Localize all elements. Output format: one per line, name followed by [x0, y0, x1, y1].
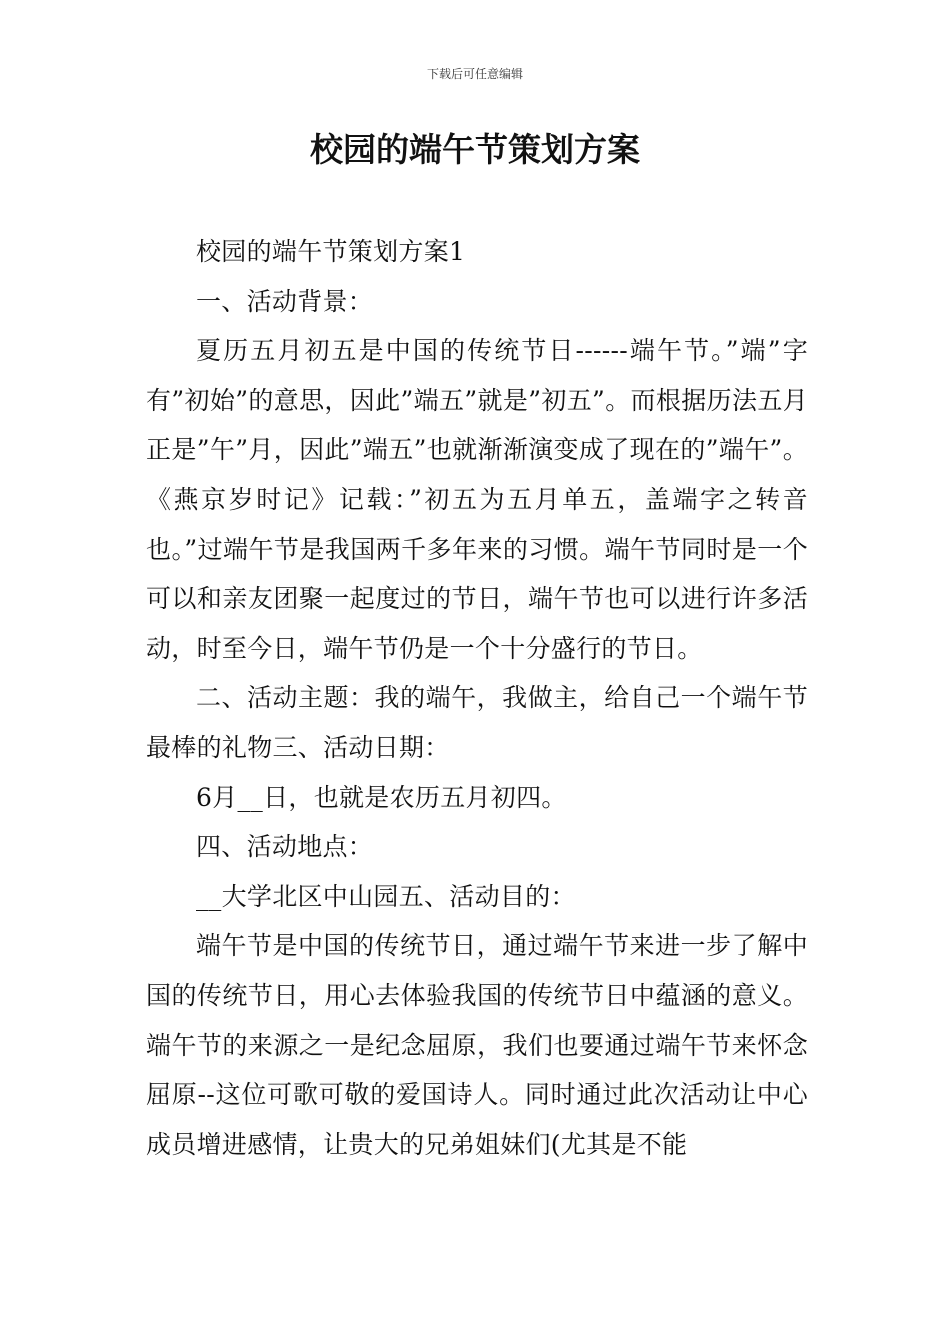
body-paragraph-background-text: 夏历五月初五是中国的传统节日------端午节。”端”字有”初始”的意思，因此”端五”就是”初五”。而根据历法五月正是”午”月，因此”端五”也就渐渐演变成了现在的”端午”。《燕京岁时记》记载：”初五为五月单五，盖端字之转音也。”过端午节是我国两千多年来的习惯。端午节同时是一个可以和亲友团聚一起度过的节日，端午节也可以进行许多活动，时至今日，端午节仍是一个十分盛行的节日。	[146, 336, 808, 663]
body-paragraph-date: 6月__日，也就是农历五月初四。	[196, 782, 567, 812]
header-note: 下载后可任意编辑	[426, 67, 523, 81]
document-body	[146, 227, 808, 1169]
document-title: 校园的端午节策划方案	[310, 130, 640, 169]
body-paragraph-subtitle: 校园的端午节策划方案1	[196, 237, 466, 266]
body-paragraph-section-background: 一、活动背景：	[196, 286, 374, 316]
body-paragraph-location: __大学北区中山园五、活动目的：	[196, 881, 576, 911]
body-paragraph-purpose-text: 端午节是中国的传统节日，通过端午节来进一步了解中国的传统节日，用心去体验我国的传统节日中蕴涵的意义。端午节的来源之一是纪念屈原，我们也要通过端午节来怀念屈原--这位可歌可敬的爱国诗人。同时通过此次活动让中心成员增进感情，让贵大的兄弟姐妹们(尤其是不能	[146, 931, 808, 1159]
body-paragraph-theme: 二、活动主题：我的端午，我做主，给自己一个端午节最棒的礼物三、活动日期：	[146, 683, 808, 762]
body-paragraph-section-location: 四、活动地点：	[196, 832, 374, 862]
